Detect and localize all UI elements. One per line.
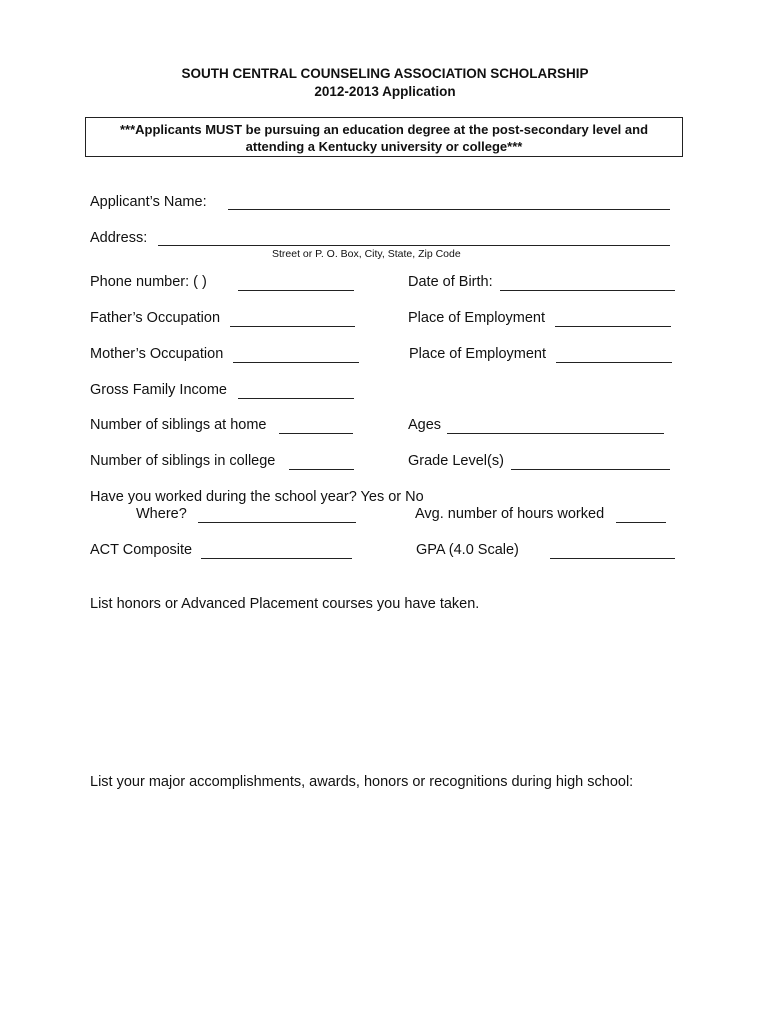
- accomplishments-prompt: List your major accomplishments, awards, honors or recognitions during high school:: [90, 774, 634, 790]
- gpa-label: GPA (4.0 Scale): [416, 542, 519, 558]
- honors-courses-answer-area[interactable]: [90, 620, 680, 760]
- honors-courses-prompt: List honors or Advanced Placement courses you have taken.: [90, 596, 480, 612]
- eligibility-notice-line-2: attending a Kentucky university or college***: [245, 139, 523, 154]
- worked-question-label: Have you worked during the school year? Yes or No: [90, 489, 424, 505]
- eligibility-notice-line-1: ***Applicants MUST be pursuing an education degree at the post-secondary level and: [119, 122, 649, 137]
- address-field[interactable]: [158, 245, 670, 246]
- mothers-occupation-label: Mother’s Occupation: [90, 346, 224, 362]
- siblings-at-home-field[interactable]: [279, 433, 353, 434]
- date-of-birth-label: Date of Birth:: [408, 274, 493, 290]
- address-hint: Street or P. O. Box, City, State, Zip Code: [272, 248, 461, 260]
- grade-levels-label: Grade Level(s): [408, 453, 504, 469]
- act-composite-label: ACT Composite: [90, 542, 193, 558]
- mothers-occupation-field[interactable]: [233, 362, 359, 363]
- where-field[interactable]: [198, 522, 356, 523]
- mothers-employment-field[interactable]: [556, 362, 672, 363]
- eligibility-notice-box: [85, 117, 683, 157]
- act-composite-field[interactable]: [201, 558, 352, 559]
- siblings-in-college-field[interactable]: [289, 469, 354, 470]
- form-subtitle: 2012-2013 Application: [314, 84, 456, 99]
- phone-number-label: Phone number: ( ): [90, 274, 207, 290]
- phone-number-field[interactable]: [238, 290, 354, 291]
- siblings-in-college-label: Number of siblings in college: [90, 453, 276, 469]
- mothers-employment-label: Place of Employment: [409, 346, 547, 362]
- avg-hours-field[interactable]: [616, 522, 666, 523]
- gross-family-income-field[interactable]: [238, 398, 354, 399]
- gpa-field[interactable]: [550, 558, 675, 559]
- siblings-at-home-label: Number of siblings at home: [90, 417, 267, 433]
- date-of-birth-field[interactable]: [500, 290, 675, 291]
- applicant-name-label: Applicant’s Name:: [90, 194, 207, 210]
- fathers-employment-field[interactable]: [555, 326, 671, 327]
- form-title: SOUTH CENTRAL COUNSELING ASSOCIATION SCHOLARSHIP: [181, 66, 589, 81]
- ages-label: Ages: [408, 417, 442, 433]
- where-label: Where?: [136, 506, 187, 522]
- accomplishments-answer-area[interactable]: [90, 798, 680, 998]
- ages-field[interactable]: [447, 433, 664, 434]
- fathers-employment-label: Place of Employment: [408, 310, 546, 326]
- address-label: Address:: [90, 230, 148, 246]
- applicant-name-field[interactable]: [228, 209, 670, 210]
- fathers-occupation-label: Father’s Occupation: [90, 310, 221, 326]
- fathers-occupation-field[interactable]: [230, 326, 355, 327]
- grade-levels-field[interactable]: [511, 469, 670, 470]
- gross-family-income-label: Gross Family Income: [90, 382, 227, 398]
- avg-hours-label: Avg. number of hours worked: [415, 506, 605, 522]
